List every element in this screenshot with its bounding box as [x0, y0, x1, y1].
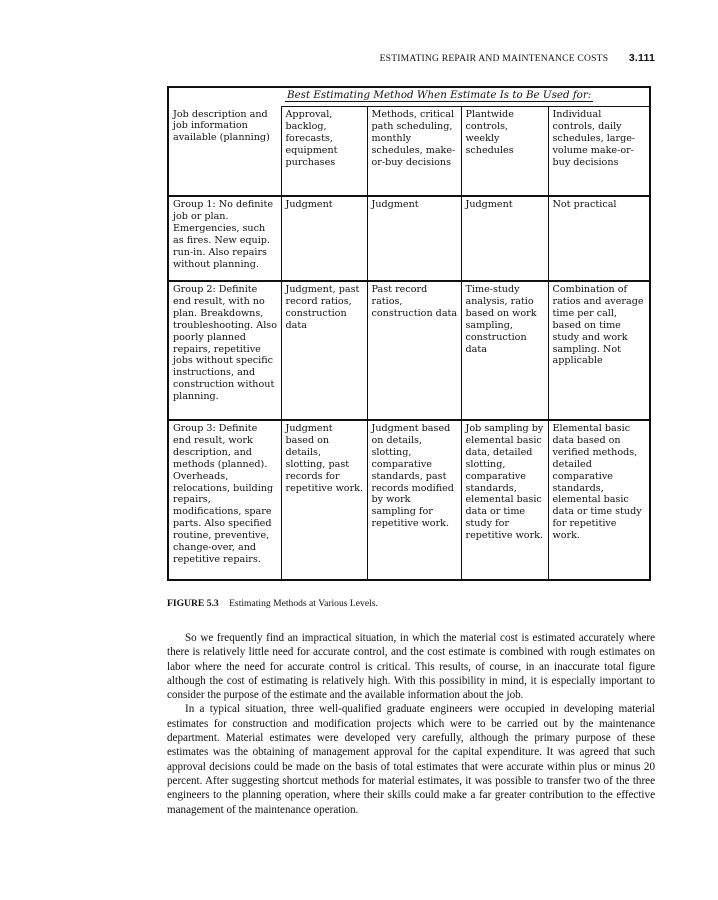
row-label: Group 3: Definite end result, work description, and methods (planned). Overheads, relocations, building repairs, modifications, spare parts. Also specified routine, preventive, change-over, and repetitive repairs. — [169, 420, 281, 579]
table-cell: Judgment — [281, 196, 367, 281]
table-cell: Judgment, past record ratios, construction data — [281, 281, 367, 420]
running-head — [0, 52, 655, 64]
row-label: Group 2: Definite end result, with no plan. Breakdowns, troubleshooting. Also poorly planned repairs, repetitive jobs without specific instructions, and construction without planning. — [169, 281, 281, 420]
figure-number: FIGURE 5.3 — [167, 598, 219, 609]
table-caption: Best Estimating Method When Estimate Is to Be Used for: — [287, 89, 592, 101]
body-text — [167, 631, 655, 817]
table-cell: Judgment — [367, 196, 461, 281]
table-row — [169, 196, 649, 281]
running-title: ESTIMATING REPAIR AND MAINTENANCE COSTS — [379, 53, 609, 64]
table-cell: Judgment — [461, 196, 548, 281]
table-row — [169, 420, 649, 579]
figure-table-box — [167, 86, 651, 581]
table-cell: Time-study analysis, ratio based on work sampling, construction data — [461, 281, 548, 420]
paragraph: So we frequently find an impractical situation, in which the material cost is estimated accurately where there is relatively little need for accurate control, and the cost estimate is combined with rough estimates on labor where the need for accurate control is critical. This results, of course, in an inaccurate total figure although the cost of estimating is relatively high. With this possibility in mind, it is especially important to consider the purpose of the estimate and the available information about the job. — [167, 632, 655, 702]
header-cell: Approval, backlog, forecasts, equipment purchases — [281, 107, 367, 197]
table-cell: Judgment based on details, slotting, past records for repetitive work. — [281, 420, 367, 579]
figure-caption — [167, 598, 378, 609]
header-cell: Individual controls, daily schedules, large-volume make-or-buy decisions — [548, 107, 649, 197]
table-row — [169, 281, 649, 420]
figure-caption-text: Estimating Methods at Various Levels. — [229, 598, 378, 609]
header-cell: Job description and job information available (planning) — [173, 108, 270, 144]
table-caption-row — [169, 88, 649, 107]
header-cell: Plantwide controls, weekly schedules — [461, 107, 548, 197]
table-cell: Judgment based on details, slotting, comparative standards, past records modified by work sampling for repetitive work. — [367, 420, 461, 579]
table-cell: Combination of ratios and average time per call, based on time study and work sampling. Not applicable — [548, 281, 649, 420]
table-cell: Job sampling by elemental basic data, detailed slotting, comparative standards, elemental basic data or time study for repetitive work. — [461, 420, 548, 579]
row-label: Group 1: No definite job or plan. Emergencies, such as fires. New equip. run-in. Also repairs without planning. — [169, 196, 281, 281]
header-cell: Methods, critical path scheduling, monthly schedules, make-or-buy decisions — [367, 107, 461, 197]
table-cell: Elemental basic data based on verified methods, detailed comparative standards, elemental basic data or time study for repetitive work. — [548, 420, 649, 579]
page-number: 3.111 — [628, 52, 655, 64]
paragraph: In a typical situation, three well-qualified graduate engineers were occupied in developing material estimates for construction and modification projects which were to be carried out by the maintenance department. Material estimates were developed very carefully, although the primary purpose of these estimates was the obtaining of management approval for the capital expenditure. It was agreed that such approval decisions could be made on the basis of total estimates that were accurate within plus or minus 20 percent. After suggesting shortcut methods for material estimates, it was possible to transfer two of the three engineers to the planning operation, where their skills could make a far greater contribution to the effective management of the maintenance operation. — [167, 703, 655, 816]
table-header-row — [169, 107, 649, 197]
table-cell: Not practical — [548, 196, 649, 281]
table-cell: Past record ratios, construction data — [367, 281, 461, 420]
estimating-methods-table — [169, 88, 649, 579]
